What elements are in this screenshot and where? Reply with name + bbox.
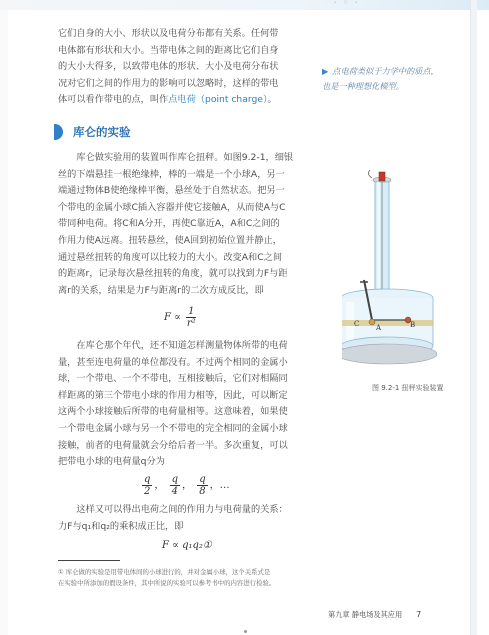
- label-B: B: [410, 321, 416, 329]
- term-denominator: 8: [199, 486, 206, 497]
- torsion-balance-illustration: [342, 170, 452, 370]
- paragraph-product-relation: [58, 502, 306, 535]
- label-C: C: [354, 320, 360, 328]
- formula-charge-series: $\frac{q}{2}$ ， $\frac{q}{4}$ ， $\frac{q}{8}$ ，…: [144, 474, 230, 497]
- intro-line: 电体都有形状和大小。当带电体之间的距离比它们自身: [58, 44, 279, 56]
- footnote-line: ① 库仑做的实验是用带电体间的小球进行的，并对金属小球，这个关系式是: [58, 568, 271, 576]
- term-numerator: q: [171, 474, 178, 485]
- text-line: 端通过物体B使绝缘棒平衡，悬丝处于自然状态。把另一: [58, 185, 285, 197]
- section-heading: [54, 122, 131, 142]
- term-numerator: q: [144, 474, 151, 485]
- footnote-line: 在实验中所添加的假设条件，其中所说的实验可以参考书中的内容进行检验。: [58, 578, 276, 587]
- text-line: 的距离r，记录每次悬丝扭转的角度，就可以找到力F与距: [58, 268, 288, 280]
- text-line: 样距离的第三个带电小球的作用力相等，因此，可以断定: [58, 389, 288, 401]
- section-marker-icon: [54, 124, 63, 140]
- term-point-charge: 点电荷: [168, 94, 196, 106]
- text-line: 个带电的金属小球C插入容器并使它接触A，从而使A与C: [58, 201, 286, 213]
- figure-caption: 图 9.2-1 扭秤实验装置: [372, 384, 444, 392]
- intro-line-last: [58, 92, 306, 109]
- intro-line: 它们自身的大小、形状以及电荷分布都有关系。任何带: [58, 28, 279, 39]
- intro-paragraph: [58, 26, 306, 109]
- term-numerator: q: [199, 474, 206, 485]
- header-decoration: · ◦ ·: [333, 0, 359, 9]
- text-line: 作用力使A远离。扭转悬丝，使A回到初始位置并静止，: [58, 234, 282, 246]
- bottom-dot: [244, 630, 247, 633]
- text-line: 接触，前者的电荷量就会分给后者一半。多次重复，可以: [58, 439, 288, 451]
- text-line: 力F与q₁和q₂的乘积成正比，即: [58, 520, 184, 532]
- formula-charge-product: F ∝ q₁q₂①: [162, 540, 212, 551]
- fraction-denominator: r²: [186, 318, 196, 329]
- text-line: 带同种电荷。将C和A分开，再使C靠近A，A和C之间的: [58, 218, 280, 230]
- text-line: 把带电小球的电荷量q分为: [58, 456, 165, 468]
- right-margin-bar: [470, 0, 477, 635]
- side-note: [322, 64, 440, 94]
- chapter-title: 第九章 静电场及其应用: [328, 610, 403, 619]
- intro-text: 体可以看作带电的点，叫作: [58, 94, 169, 106]
- footnote: [58, 567, 328, 588]
- fraction-numerator: 1: [188, 306, 195, 317]
- text-line: 库仑做实验用的装置叫作库仑扭秤。如图9.2-1，细银: [76, 152, 294, 163]
- series-term: [197, 474, 207, 497]
- term-denominator: 4: [171, 486, 178, 497]
- text-line: 在库仑那个年代，还不知道怎样测量物体所带的电荷: [76, 340, 288, 351]
- series-term: [142, 474, 152, 497]
- side-note-text: 点电荷类似于力学中的质点，也是一种理想化模型。: [322, 66, 439, 91]
- formula-fraction: [186, 306, 196, 329]
- torsion-balance-figure: [342, 170, 452, 370]
- intro-line: 况对它们之间的作用力的影响可以忽略时，这样的带电: [58, 77, 279, 89]
- left-margin: [0, 0, 8, 635]
- term-denominator: 2: [144, 486, 151, 497]
- formula-inverse-square: [164, 306, 198, 329]
- label-A: A: [376, 324, 382, 332]
- section-title: 库仑的实验: [73, 125, 131, 139]
- triangle-marker-icon: ▶: [322, 66, 329, 76]
- text-line: 离r的关系，结果是力F与距离r的二次方成反比，即: [58, 284, 264, 296]
- text-line: 球，一个带电、一个不带电，互相接触后，它们对相隔同: [58, 373, 288, 385]
- text-line: 一个带电金属小球与另一个不带电的完全相同的金属小球: [58, 422, 288, 434]
- text-line: 这样又可以得出电荷之间的作用力与电荷量的关系：: [76, 504, 288, 515]
- intro-text-end: 。: [267, 94, 277, 106]
- term-point-charge-en: （point charge）: [195, 94, 268, 106]
- text-line: 丝的下端悬挂一根绝缘棒，棒的一端是一个小球A，另一: [58, 168, 285, 180]
- header-banner: [0, 0, 489, 10]
- intro-line: 的大小大得多，以致带电体的形状、大小及电荷分布状: [58, 61, 279, 73]
- footnote-divider: [58, 560, 120, 561]
- paragraph-charge-division: [58, 338, 306, 471]
- text-line: 量，甚至连电荷量的单位都没有。不过两个相同的金属小: [58, 356, 288, 368]
- text-line: 这两个小球接触后所带的电荷量相等。这意味着，如果使: [58, 406, 288, 418]
- series-ellipsis: ，…: [209, 480, 230, 491]
- paragraph-coulomb-experiment: [58, 150, 306, 299]
- formula-lhs: F ∝: [164, 312, 181, 323]
- page-footer: [328, 610, 421, 620]
- page-number: 7: [416, 610, 422, 619]
- text-line: 通过悬丝扭转的角度可以比较力的大小。改变A和C之间: [58, 251, 283, 263]
- series-term: [170, 474, 180, 497]
